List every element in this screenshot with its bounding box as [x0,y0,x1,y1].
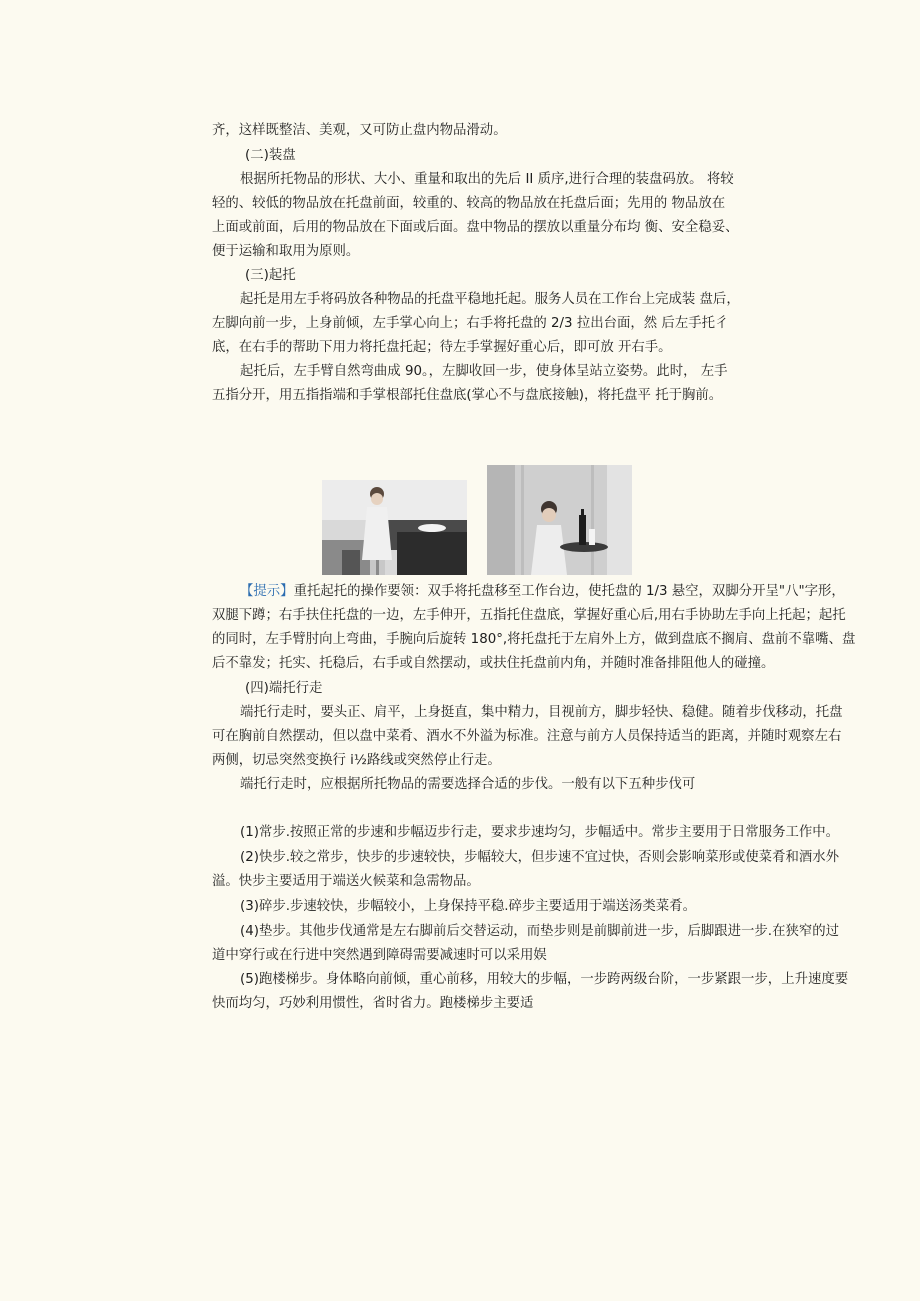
text-line: (2)快步.较之常步，快步的步速较快，步幅较大，但步速不宜过快，否则会影响菜形或使菜肴和酒水外 [240,850,840,865]
tip-label: 【提示】 [240,584,294,599]
photo-illustration [322,480,467,575]
heading-walking: (四)端托行走 [245,681,323,696]
text-line [212,580,855,604]
text-line: (3)碎步.步速较快，步幅较小，上身保持平稳.碎步主要适用于端送汤类菜肴。 [240,899,696,914]
text-line: 可在胸前自然摆动，但以盘中菜肴、酒水不外溢为标准。注意与前方人员保持适当的距离，并随时观察左右 [212,729,842,744]
paragraph-lifting [212,288,740,360]
paragraph-walking [212,701,843,773]
photo-illustration [487,465,632,575]
text-line: 上面或前面，后用的物品放在下面或后面。盘中物品的摆放以重量分布均 衡、安全稳妥、 [212,220,739,235]
text-line: 快而均匀，巧妙利用惯性，省时省力。跑楼梯步主要适 [212,996,534,1011]
photo-waitress-carrying-tray [487,465,632,575]
text-line: 轻的、较低的物品放在托盘前面，较重的、较高的物品放在托盘后面；先用的 物品放在 [212,196,726,211]
tip-text: 重托起托的操作要领：双手将托盘移至工作台边，使托盘的 1/3 悬空，双脚分开呈"八"字形， [293,584,845,599]
text-line: 起托后，左手臂自然弯曲成 90。，左脚收回一步，使身体呈站立姿势。此时， 左手 [240,364,728,379]
heading-plating: (二)装盘 [245,148,296,163]
text-line: 双腿下蹲；右手扶住托盘的一边，左手伸开，五指托住盘底，掌握好重心后,用右手协助左手向上托起；起托 [212,608,846,623]
paragraph-gaits-intro [212,773,695,797]
text-line: 两侧，切忌突然变换行 i½路线或突然停止行走。 [212,753,501,768]
text-line: 后不靠发；托实、托稳后，右手或自然摆动，或扶住托盘前内角，并随时准备排阻他人的碰撞。 [212,656,775,671]
text-line: 齐，这样既整洁、美观，又可防止盘内物品滑动。 [212,123,507,138]
text-line: 便于运输和取用为原则。 [212,244,360,259]
text-line: (5)跑楼梯步。身体略向前倾，重心前移，用较大的步幅，一步跨两级台阶，一步紧跟一步，上升速度要 [240,972,849,987]
photo-waitress-lifting-tray [322,480,467,575]
text-line: 五指分开，用五指指端和手掌根部托住盘底(掌心不与盘底接触)，将托盘平 托于胸前。 [212,388,723,403]
text-line: 道中穿行或在行进中突然遇到障碍需要减速时可以采用娱 [212,948,547,963]
step-small [212,895,696,919]
text-line: 的同时，左手臂肘向上弯曲，手腕向后旋转 180°,将托盘托于左肩外上方，做到盘底不搁肩、盘前不靠嘴、盘 [212,632,856,647]
heading-lifting: (三)起托 [245,268,296,283]
text-line: 端托行走时，应根据所托物品的需要选择合适的步伐。一般有以下五种步伐可 [240,777,696,792]
step-normal [212,821,839,845]
step-stairs [212,968,848,1016]
text-line: (4)垫步。其他步伐通常是左右脚前后交替运动，而垫步则是前脚前进一步，后脚跟进一步.在狭窄的过 [240,924,840,939]
text-line: 根据所托物品的形状、大小、重量和取出的先后 II 质序,进行合理的装盘码放。 将较 [240,172,734,187]
paragraph-plating [212,168,739,264]
text-line: 底，在右手的帮助下用力将托盘托起；待左手掌握好重心后，即可放 开右手。 [212,340,672,355]
text-line: 溢。快步主要适用于端送火候菜和急需物品。 [212,874,480,889]
text-line: (1)常步.按照正常的步速和步幅迈步行走，要求步速均匀，步幅适中。常步主要用于日常服务工作中。 [240,825,840,840]
text-line: 起托是用左手将码放各种物品的托盘平稳地托起。服务人员在工作台上完成装 盘后， [240,292,740,307]
paragraph-continuation [212,119,507,143]
paragraph-after-lifting [212,360,728,408]
paragraph-tip [212,580,855,676]
step-pad [212,920,839,968]
step-fast [212,846,839,894]
text-line: 端托行走时，要头正、肩平，上身挺直，集中精力，目视前方，脚步轻快、稳健。随着步伐移动，托盘 [240,705,843,720]
text-line: 左脚向前一步，上身前倾，左手掌心向上；右手将托盘的 2/3 拉出台面，然 后左手托彳 [212,316,729,331]
